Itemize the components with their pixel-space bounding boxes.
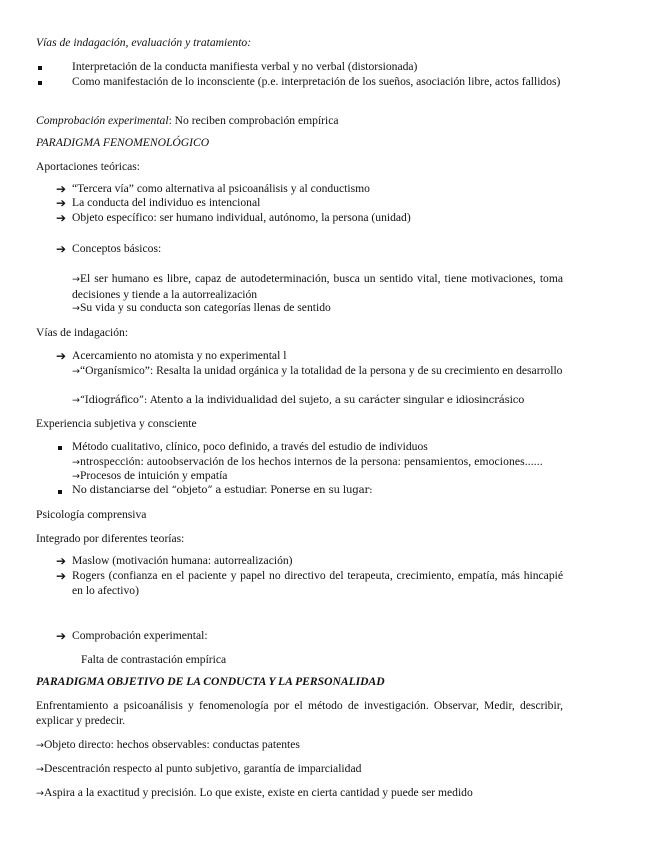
objetivo-title: PARADIGMA OBJETIVO DE LA CONDUCTA Y LA PERSONALIDAD bbox=[36, 675, 385, 688]
distanciarse-item: No distanciarse del “objeto” a estudiar. Ponerse en su lugar: bbox=[72, 485, 373, 496]
conceptos-heading: Conceptos básicos: bbox=[72, 242, 162, 255]
procesos-item: →Procesos de intuición y empatía bbox=[72, 469, 228, 482]
vias-indagacion-heading: Vías de indagación: bbox=[36, 326, 129, 339]
aportaciones-heading: Aportaciones teóricas: bbox=[36, 160, 140, 173]
tercera-via-item: “Tercera vía” como alternativa al psicoanálisis y al conductismo bbox=[72, 182, 370, 195]
metodo-item: Método cualitativo, clínico, poco definido, a través del estudio de individuos bbox=[72, 440, 428, 453]
vias-heading: Vías de indagación, evaluación y tratamiento: bbox=[36, 36, 252, 49]
small-arrow-icon: → bbox=[72, 471, 80, 482]
objeto-directo-line: →Objeto directo: hechos observables: conductas patentes bbox=[36, 738, 300, 751]
square-bullet-icon bbox=[38, 66, 42, 70]
experiencia-heading: Experiencia subjetiva y consciente bbox=[36, 417, 197, 430]
maslow-item: Maslow (motivación humana: autorrealización) bbox=[72, 554, 293, 567]
comprensiva-heading: Psicología comprensiva bbox=[36, 508, 147, 521]
square-bullet-icon bbox=[58, 446, 62, 450]
idiografico-item: →“Idiográfico”: Atento a la individualidad del sujeto, a su carácter singular e idiosincrásico bbox=[72, 395, 525, 406]
falta-contrastacion: Falta de contrastación empírica bbox=[81, 653, 227, 666]
comprobacion-label: Comprobación experimental bbox=[36, 114, 169, 127]
arrow-bullet-icon: ➔ bbox=[56, 569, 67, 583]
descentracion-line: →Descentración respecto al punto subjetivo, garantía de imparcialidad bbox=[36, 762, 362, 775]
small-arrow-icon: → bbox=[72, 303, 80, 314]
arrow-bullet-icon: ➔ bbox=[56, 242, 67, 256]
arrow-bullet-icon: ➔ bbox=[56, 349, 67, 363]
small-arrow-icon: → bbox=[72, 395, 80, 406]
small-arrow-icon: → bbox=[36, 788, 44, 799]
rogers-item: Rogers (confianza en el paciente y papel no directivo del terapeuta, crecimiento, empatía, más hincapié en lo afectivo) bbox=[72, 569, 563, 597]
intencional-item: La conducta del individuo es intencional bbox=[72, 196, 261, 209]
enfrentamiento-text: Enfrentamiento a psicoanálisis y fenomenología por el método de investigación. Observar, Medir, describir, explicar y predecir. bbox=[36, 699, 563, 727]
square-bullet-icon bbox=[38, 81, 42, 85]
arrow-bullet-icon: ➔ bbox=[56, 196, 67, 210]
small-arrow-icon: → bbox=[72, 457, 81, 468]
integrado-heading: Integrado por diferentes teorías: bbox=[36, 532, 185, 545]
small-arrow-icon: → bbox=[36, 764, 44, 775]
arrow-bullet-icon: ➔ bbox=[56, 182, 67, 196]
small-arrow-icon: → bbox=[72, 274, 80, 285]
objeto-especifico-item: Objeto específico: ser humano individual, autónomo, la persona (unidad) bbox=[72, 211, 411, 224]
bullet-manifestacion: Como manifestación de lo inconsciente (p.e. interpretación de los sueños, asociación libre, actos fallidos) bbox=[72, 75, 561, 88]
arrow-bullet-icon: ➔ bbox=[56, 554, 67, 568]
organismico-item: →“Organísmico”: Resalta la unidad orgánica y la totalidad de la persona y de su crecimiento en desarrollo bbox=[72, 364, 563, 377]
introspeccion-item: →ntrospección: autoobservación de los hechos internos de la persona: pensamientos, emociones...... bbox=[72, 455, 543, 468]
arrow-bullet-icon: ➔ bbox=[56, 629, 67, 643]
concepto-libre: →El ser humano es libre, capaz de autodeterminación, busca un sentido vital, tiene motivaciones, toma decisiones y tiende a la autorrealización bbox=[72, 272, 563, 301]
comprobacion-line bbox=[36, 114, 339, 129]
comprobacion-text: : No reciben comprobación empírica bbox=[168, 114, 339, 127]
concepto-vida: →Su vida y su conducta son categorías llenas de sentido bbox=[72, 301, 331, 314]
acercamiento-item: Acercamiento no atomista y no experimental l bbox=[72, 349, 287, 362]
comprobacion-fen-heading: Comprobación experimental: bbox=[72, 629, 208, 642]
bullet-interpretacion: Interpretación de la conducta manifiesta verbal y no verbal (distorsionada) bbox=[72, 60, 418, 73]
exactitud-line: →Aspira a la exactitud y precisión. Lo que existe, existe en cierta cantidad y puede ser medido bbox=[36, 786, 473, 799]
small-arrow-icon: → bbox=[72, 366, 80, 377]
square-bullet-icon bbox=[58, 490, 62, 494]
small-arrow-icon: → bbox=[36, 740, 44, 751]
fenomenologico-title: PARADIGMA FENOMENOLÓGICO bbox=[36, 136, 210, 149]
arrow-bullet-icon: ➔ bbox=[56, 211, 67, 225]
